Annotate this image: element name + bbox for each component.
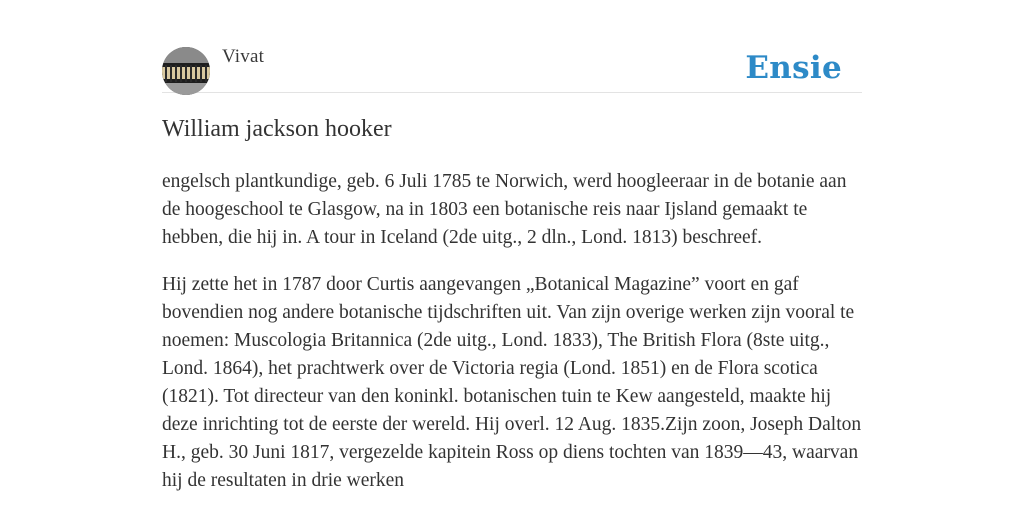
header [162,46,862,93]
avatar[interactable] [162,47,210,95]
bookshelf-avatar-image [162,47,210,95]
site-logo[interactable]: Ensie [745,50,842,86]
article-paragraph: engelsch plantkundige, geb. 6 Juli 1785 te Norwich, werd hoogleeraar in de botanie aan de hoogeschool te Glasgow, na in 1803 een botanische reis naar Ijsland gemaakt te hebben, die hij in. A tour in Iceland (2de uitg., 2 dln., Lond. 1813) beschreef. [162,171,847,248]
article-paragraph: Hij zette het in 1787 door Curtis aangevangen „Botanical Magazine” voort en gaf bovendien nog andere botanische tijdschriften uit. Van zijn overige werken zijn vooral te noemen: Muscologia Britannica (2de uitg., Lond. 1833), The British Flora (8ste uitg., Lond. 1864), het prachtwerk over de Victoria regia (Lond. 1851) en de Flora scotica (1821). Tot directeur van den koninkl. botanischen tuin te Kew aangesteld, maakte hij deze inrichting tot de eerste der wereld. Hij overl. 12 Aug. 1835.Zijn zoon, Joseph Dalton H., geb. 30 Juni 1817, vergezelde kapitein Ross op diens tochten van 1839—43, waarvan hij de resultaten in drie werken [162,274,862,491]
article-body [162,168,862,512]
author-name[interactable]: Vivat [222,46,265,67]
article-title: William jackson hooker [162,116,392,142]
